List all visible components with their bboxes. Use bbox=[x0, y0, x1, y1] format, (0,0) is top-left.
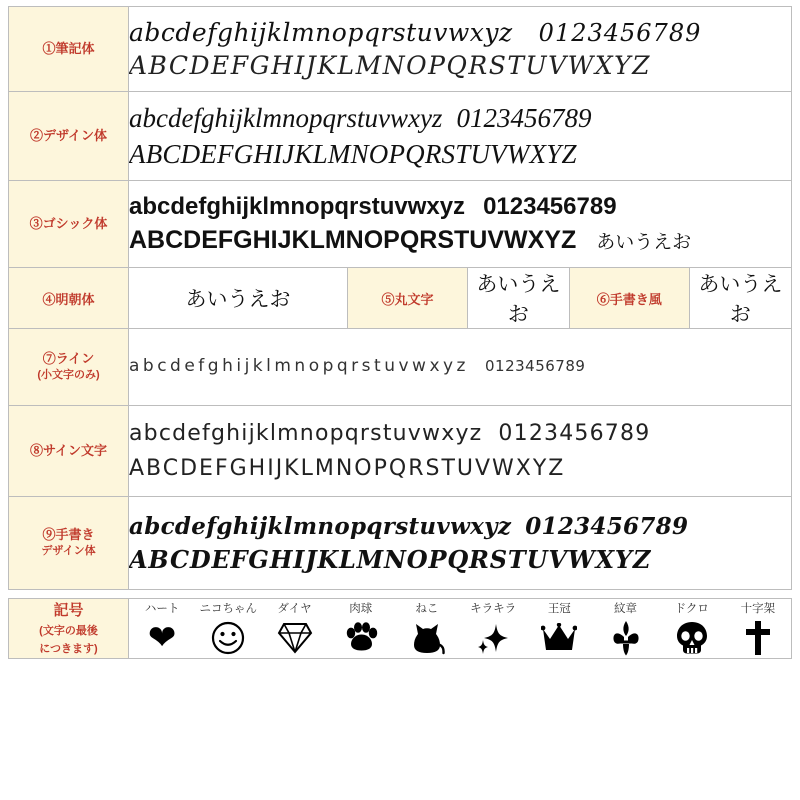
symbol-caption: 紋章 bbox=[614, 600, 638, 615]
sample-letters: abcdefghijklmnopqrstuvwxyz bbox=[129, 512, 512, 540]
sample-letters: abcdefghijklmnopqrstuvwxyz bbox=[129, 421, 483, 447]
font-label-sign bbox=[9, 406, 129, 497]
sample-line: ABCDEFGHIJKLMNOPQRSTUVWXYZ bbox=[129, 138, 577, 169]
font-label-design bbox=[9, 92, 129, 181]
font-label-text: ⑦ライン bbox=[42, 350, 95, 366]
sample-line bbox=[129, 190, 791, 224]
sample-letters: abcdefghijklmnopqrstuvwxyz bbox=[129, 17, 513, 47]
font-label-sub: (小文字のみ) bbox=[37, 369, 100, 382]
table-row bbox=[9, 497, 792, 590]
symbol-item-cat bbox=[394, 600, 460, 658]
font-label-handwrite-design bbox=[9, 497, 129, 590]
smiley-icon bbox=[195, 618, 261, 658]
sample-line bbox=[129, 417, 791, 451]
sample-numbers: 0123456789 bbox=[498, 421, 651, 447]
symbol-table bbox=[8, 598, 792, 659]
font-sample-line bbox=[129, 329, 792, 406]
symbol-caption: 肉球 bbox=[349, 600, 373, 615]
crown-icon bbox=[526, 618, 592, 658]
font-sample-gothic bbox=[129, 181, 792, 268]
symbol-item-skull bbox=[659, 600, 725, 658]
sample-letters: abcdefghijklmnopqrstuvwxyz bbox=[129, 103, 443, 134]
table-row bbox=[9, 92, 792, 181]
sample-numbers: 0123456789 bbox=[456, 103, 592, 134]
symbol-item-smiley bbox=[195, 600, 261, 658]
symbol-label-sub1: (文字の最後 bbox=[39, 625, 98, 637]
sample-numbers: 0123456789 bbox=[484, 357, 586, 376]
symbol-caption: ダイヤ bbox=[277, 600, 312, 615]
table-row bbox=[9, 181, 792, 268]
font-label-text: ①筆記体 bbox=[42, 40, 95, 56]
skull-icon bbox=[659, 618, 725, 658]
font-sample-handwrite-design bbox=[129, 497, 792, 590]
font-label-maru bbox=[347, 268, 467, 328]
sample-line: ABCDEFGHIJKLMNOPQRSTUVWXYZ bbox=[129, 544, 652, 574]
table-row bbox=[9, 406, 792, 497]
symbol-item-cross bbox=[725, 600, 791, 658]
sample-line bbox=[129, 354, 791, 380]
font-label-sub: デザイン体 bbox=[41, 545, 96, 558]
symbol-caption: キラキラ bbox=[470, 600, 517, 615]
symbol-label-cell bbox=[9, 599, 129, 659]
font-label-text: ③ゴシック体 bbox=[29, 215, 108, 231]
font-sample-table bbox=[8, 6, 792, 590]
heart-icon: ❤ bbox=[147, 617, 177, 658]
font-label-text: ⑥手書き風 bbox=[596, 291, 662, 307]
table-row bbox=[9, 329, 792, 406]
sample-line: ABCDEFGHIJKLMNOPQRSTUVWXYZ bbox=[129, 50, 652, 80]
font-label-gothic bbox=[9, 181, 129, 268]
font-label-text: ⑤丸文字 bbox=[381, 291, 434, 307]
font-label-script bbox=[9, 7, 129, 92]
symbol-caption: ハート bbox=[144, 600, 180, 615]
font-label-text: ②デザイン体 bbox=[29, 127, 108, 143]
font-label-line bbox=[9, 329, 129, 406]
diamond-icon bbox=[261, 618, 327, 658]
sample-numbers: 0123456789 bbox=[525, 512, 689, 540]
pawprint-icon bbox=[328, 618, 394, 658]
mini-sample-maru: あいうえお bbox=[476, 272, 561, 326]
symbol-grid-cell bbox=[129, 599, 792, 659]
table-row-mini bbox=[9, 268, 792, 329]
symbol-caption: 十字架 bbox=[740, 600, 776, 615]
symbol-item-pawprint bbox=[328, 600, 394, 658]
sample-line bbox=[129, 510, 791, 543]
font-sample-sign bbox=[129, 406, 792, 497]
symbol-caption: ドクロ bbox=[674, 600, 709, 615]
sample-letters: abcdefghijklmnopqrstuvwxyz bbox=[129, 193, 466, 221]
mini-samples-cell bbox=[129, 268, 792, 329]
sample-numbers: 0123456789 bbox=[483, 193, 617, 221]
font-label-text: ⑧サイン文字 bbox=[29, 442, 108, 458]
table-row bbox=[9, 7, 792, 92]
symbol-caption: 王冠 bbox=[547, 600, 571, 615]
mini-sample-mincho: あいうえお bbox=[185, 287, 291, 311]
sparkle-icon bbox=[460, 618, 526, 658]
sample-kana: あいうえお bbox=[596, 230, 692, 253]
font-sample-design bbox=[129, 92, 792, 181]
sample-numbers: 0123456789 bbox=[538, 18, 702, 47]
table-row bbox=[9, 599, 792, 659]
font-label-tegaki bbox=[569, 268, 689, 328]
fleur-de-lis-icon bbox=[592, 618, 658, 658]
symbol-item-heart bbox=[129, 600, 195, 658]
symbol-label-sub2: につきます) bbox=[39, 642, 98, 655]
symbol-item-diamond bbox=[261, 600, 327, 658]
font-label-text: ⑨手書き bbox=[42, 526, 95, 542]
symbol-grid bbox=[129, 600, 791, 658]
symbol-item-crown bbox=[526, 600, 592, 658]
symbol-caption: ねこ bbox=[415, 600, 439, 615]
symbol-caption: ニコちゃん bbox=[199, 600, 258, 615]
sample-line bbox=[129, 224, 791, 258]
mini-sample-tegaki: あいうえお bbox=[698, 272, 783, 326]
sample-letters: abcdefghijklmnopqrstuvwxyz bbox=[129, 356, 469, 377]
sample-line bbox=[129, 16, 791, 50]
font-label-text: ④明朝体 bbox=[42, 291, 95, 307]
font-label-mincho bbox=[9, 268, 129, 329]
symbol-label-title: 記号 bbox=[53, 602, 84, 619]
cross-icon bbox=[725, 618, 791, 658]
sample-line bbox=[129, 100, 791, 136]
sample-line: ABCDEFGHIJKLMNOPQRSTUVWXYZ bbox=[129, 455, 566, 481]
sample-letters: ABCDEFGHIJKLMNOPQRSTUVWXYZ bbox=[129, 225, 577, 254]
cat-icon bbox=[394, 618, 460, 658]
symbol-item-sparkle bbox=[460, 600, 526, 658]
font-sample-script bbox=[129, 7, 792, 92]
symbol-item-fleur-de-lis bbox=[592, 600, 658, 658]
